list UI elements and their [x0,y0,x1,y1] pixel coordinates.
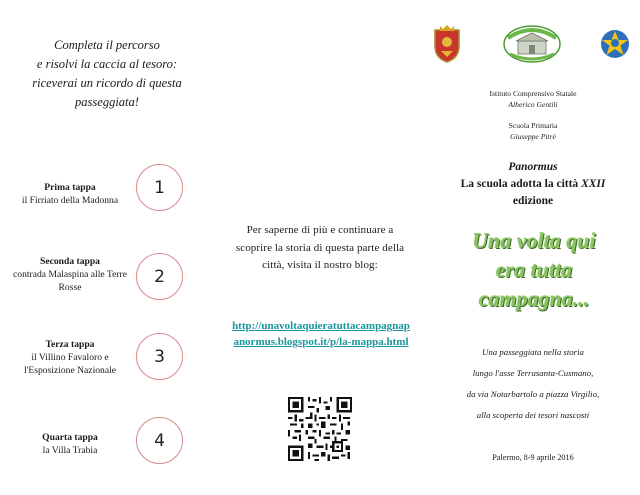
stage-place: contrada Malaspina alle Terre Rosse [13,269,127,293]
stage-1 [0,164,213,214]
right-panel [426,0,640,495]
walk-description [426,342,640,426]
event-edition: edizione [512,195,554,207]
event-subtitle [426,176,640,193]
blog-link[interactable]: http://unavoltaquieratuttacampagnapanormus.blogspot.it/p/la-mappa.html [232,320,410,348]
intro-line: e risolvi la caccia al tesoro: [36,57,178,71]
institute-line: Istituto Comprensivo Statale [489,89,577,98]
description-line: da via Notarbartolo a piazza Virgilio, [466,389,600,399]
intro-line: riceverai un ricordo di questa [32,76,182,90]
description-line: alla scoperta dei tesori nascosti [476,410,590,420]
stage-2 [0,253,213,303]
stage-place: il Villino Favaloro e l'Esposizione Nazionale [23,352,117,376]
school-namesake: Giuseppe Pitrè [510,132,556,141]
main-headline [434,226,634,313]
stage-title: Terza tappa [45,339,95,350]
stage-4 [0,415,213,465]
stage-number-circle: 3 [136,333,183,380]
headline-line: Una volta qui [472,228,596,253]
stage-title: Prima tappa [44,182,96,193]
stage-place: il Firriato della Madonna [21,195,119,206]
event-edition-number: XXII [581,178,606,190]
more-info-text: Per saperne di più e continuare a scoprire la storia di questa parte della città, visita il nostro blog: [235,224,405,271]
stage-3 [0,333,213,383]
description-line: lungo l'asse Terrasanta-Cusmano, [472,368,594,378]
headline-line: era tutta [495,257,573,282]
city-crest-logo [430,24,464,64]
event-title [426,159,640,210]
institute-name [426,88,640,110]
school-name [426,120,640,142]
qr-code-icon [288,397,352,461]
intro-line: passeggiata! [75,95,139,109]
left-panel [0,0,213,495]
event-date: Palermo, 8-9 aprile 2016 [492,453,574,462]
star-logo [596,24,634,64]
stage-place: la Villa Trabia [42,445,98,456]
intro-text [14,36,200,112]
school-logo [502,24,562,64]
event-name: Panormus [508,161,558,173]
stage-title: Quarta tappa [42,432,98,443]
stage-text [6,181,134,207]
event-subtitle-text: La scuola adotta la città [460,178,582,190]
institute-namesake: Alberico Gentili [508,100,558,109]
intro-line: Completa il percorso [54,38,160,52]
stage-title: Seconda tappa [40,256,100,267]
description-line: Una passeggiata nella storia [482,347,584,357]
stage-text [6,338,134,377]
stage-number-circle: 4 [136,417,183,464]
stage-number-circle: 2 [136,253,183,300]
school-line: Scuola Primaria [508,121,558,130]
stage-text [6,255,134,294]
stage-text [6,431,134,457]
middle-panel [213,0,426,495]
headline-line: campagna... [478,286,590,311]
stage-number-circle: 1 [136,164,183,211]
